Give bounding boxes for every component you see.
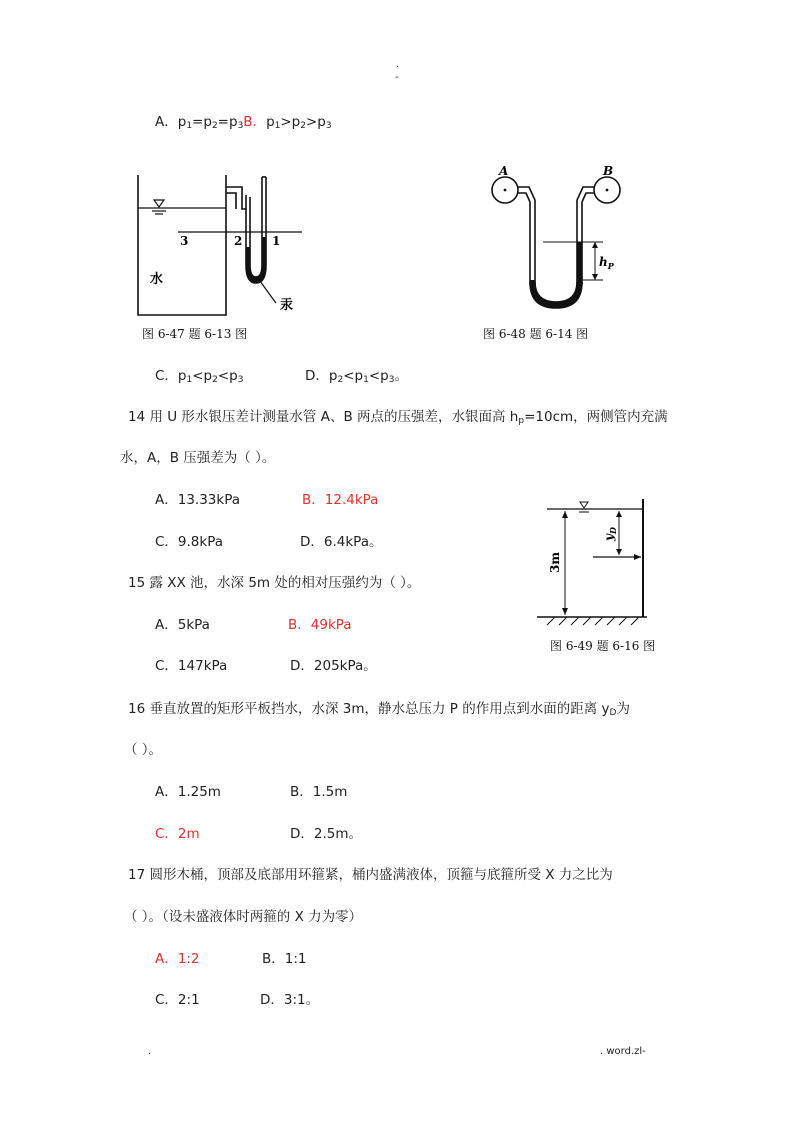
- fig649-caption: 图 6-49 题 6-16 图: [550, 639, 656, 653]
- q14-option-c: C．9.8kPa: [155, 534, 224, 550]
- fig648-label-b: B: [603, 164, 614, 178]
- q13-option-d: D．$p_2<p_1<p_3$。: [305, 368, 408, 385]
- q14-stem-line1: 14 用 U 形水银压差计测量水管 A、B 两点的压强差，水银面高 $h_p=10cm$，两侧管内充满: [128, 409, 668, 426]
- q13-options-ab: [155, 110, 332, 131]
- fig648-hp-label: $h_P$: [599, 255, 614, 271]
- fig647-caption: 图 6-47 题 6-13 图: [142, 327, 248, 341]
- figure-6-47: [130, 165, 330, 325]
- q17-option-a: A．1:2: [155, 951, 200, 967]
- q17-option-b: B．1:1: [262, 951, 307, 967]
- q14-stem-line2: 水，A，B 压强差为（ ）。: [120, 450, 276, 466]
- q15-option-d: D．205kPa。: [290, 658, 377, 674]
- footer-right: . word.zl-: [600, 1046, 646, 1057]
- fig648-caption: 图 6-48 题 6-14 图: [483, 327, 589, 341]
- fig647-label-2: 2: [234, 234, 243, 248]
- q15-option-a: A．5kPa: [155, 617, 210, 633]
- q16-option-b: B．1.5m: [290, 784, 348, 800]
- q16-stem-line2: （ ）。: [124, 742, 163, 758]
- fig647-water-label: 水: [150, 272, 164, 287]
- q17-stem-line1: 17 圆形木桶，顶部及底部用环箍紧，桶内盛满液体，顶箍与底箍所受 X 力之比为: [128, 867, 613, 883]
- fig649-yd-label: $y_D$: [602, 527, 618, 541]
- fig647-label-1: 1: [272, 234, 281, 248]
- q14-option-b: B．12.4kPa: [302, 492, 379, 508]
- q16-option-a: A．1.25m: [155, 784, 221, 800]
- q16-option-d: D．2.5m。: [290, 826, 363, 842]
- q15-stem: 15 露 XX 池，水深 5m 处的相对压强约为（ ）。: [128, 575, 421, 591]
- fig647-mercury-label: 汞: [280, 298, 294, 313]
- q17-stem-line2: （ ）。（设未盛液体时两箍的 X 力为零）: [124, 909, 363, 925]
- q13-option-a: A．$p_1=p_2=p_3$: [155, 114, 244, 131]
- header-dash: -: [395, 72, 399, 83]
- figure-6-48: [485, 160, 635, 320]
- q13-option-b: $p_1>p_2>p_3$: [266, 114, 332, 131]
- q14-option-a: A．13.33kPa: [155, 492, 241, 508]
- header-mark: ·: [396, 62, 400, 73]
- q13-option-b-label: B．: [243, 114, 267, 130]
- q15-option-b: B．49kPa: [288, 617, 352, 633]
- q16-option-c: C．2m: [155, 826, 200, 842]
- fig649-depth-label: 3m: [548, 551, 562, 573]
- q16-stem-line1: 16 垂直放置的矩形平板挡水，水深 3m，静水总压力 P 的作用点到水面的距离 $y_D$为: [128, 701, 630, 718]
- q13-option-c: C．$p_1<p_2<p_3$: [155, 368, 244, 385]
- q17-option-c: C．2:1: [155, 992, 200, 1008]
- q14-option-d: D．6.4kPa。: [300, 534, 383, 550]
- figure-6-49: [535, 495, 665, 625]
- fig648-label-a: A: [499, 164, 509, 178]
- footer-left: .: [148, 1046, 152, 1057]
- q15-option-c: C．147kPa: [155, 658, 228, 674]
- q17-option-d: D．3:1。: [260, 992, 320, 1008]
- fig647-label-3: 3: [180, 234, 189, 248]
